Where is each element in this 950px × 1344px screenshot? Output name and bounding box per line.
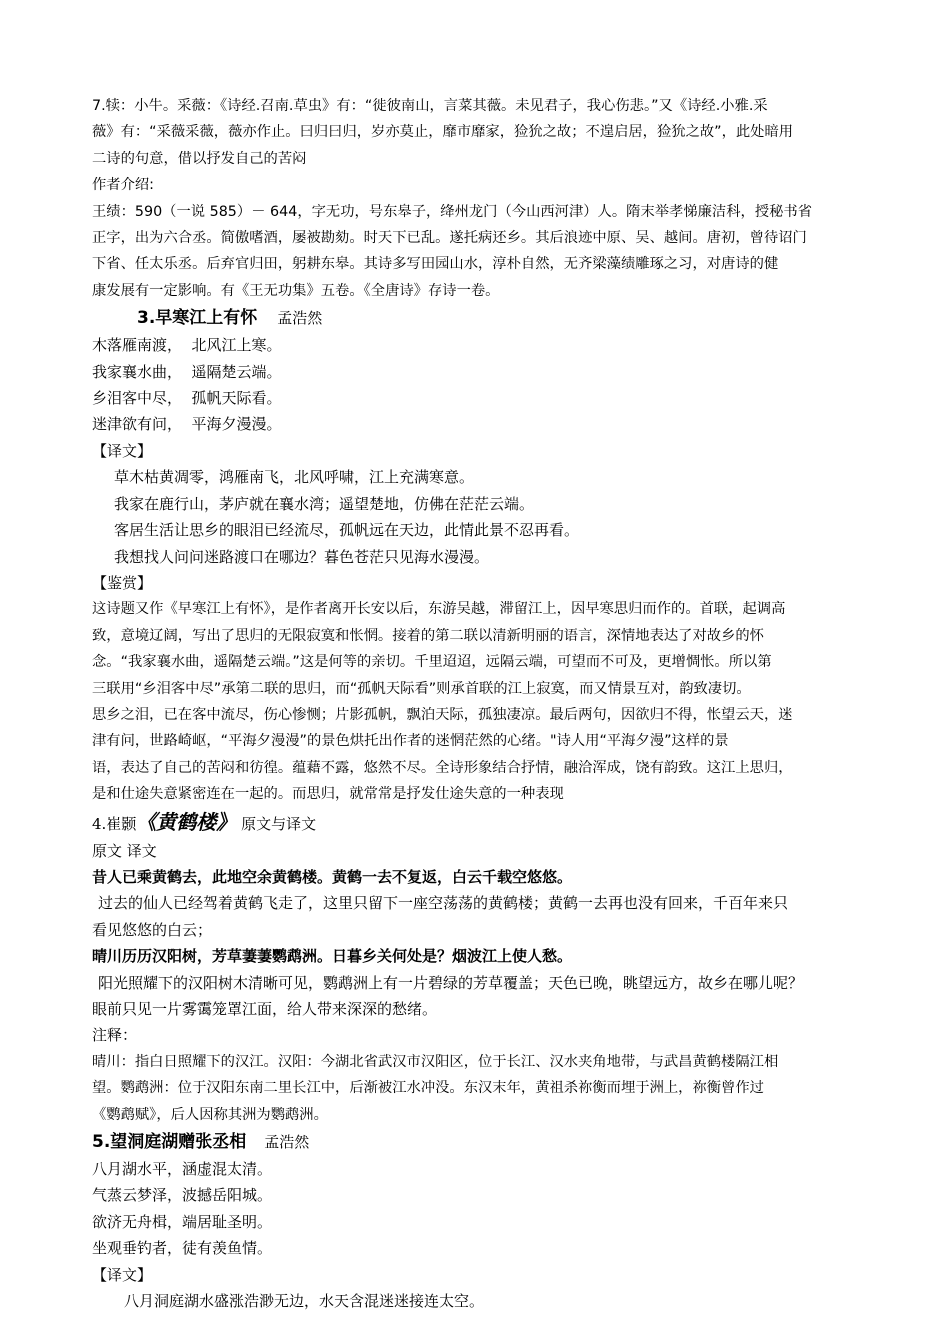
note7-line: 7.犊：小牛。采薇：《诗经.召南.草虫》有：“徙彼南山，言菜其薇。未见君子，我心伤悲。”又《诗经.小雅.采: [92, 98, 768, 114]
poem5-title: 5.望洞庭湖赠张丞相: [92, 1132, 247, 1153]
poem5-translation-line: 八月洞庭湖水盛涨浩渺无边，水天含混迷迷接连太空。: [124, 1292, 485, 1311]
poem5-author: 孟浩然: [264, 1133, 310, 1152]
poem3-line: 木落雁南渡， 北风江上寒。: [92, 336, 282, 355]
poem5-line: 坐观垂钓者，徒有羡鱼情。: [92, 1239, 273, 1258]
poem3-translation-line: 我家在鹿行山，茅庐就在襄水湾；遥望楚地，仿佛在茫茫云端。: [114, 494, 535, 513]
document-page: [92, 93, 870, 1314]
poem4-original-line: 晴川历历汉阳树，芳草萋萋鹦鹉洲。日暮乡关何处是？烟波江上使人愁。: [92, 947, 573, 966]
poem4-translation-line: 看见悠悠的白云；: [92, 920, 213, 939]
poem3-appreciation-line: 三联用“乡泪客中尽”承第二联的思归，而“孤帆天际看”则承首联的江上寂寞，而又情景互对，韵致凄切。: [92, 680, 751, 697]
poem3-line: 迷津欲有问， 平海夕漫漫。: [92, 415, 282, 434]
note7-line: 薇》有：“采薇采薇，薇亦作止。曰归曰归，岁亦莫止，靡市靡家，猃狁之故；不遑启居，猃狁之故”，此处暗用: [92, 124, 794, 141]
author-intro-line: 下省、任太乐丞。后弃官归田，躬耕东皋。其诗多写田园山水，淳朴自然，无齐梁藻绩雕琢之习，对唐诗的健: [92, 256, 779, 273]
poem3-appreciation-label: 【鉴赏】: [92, 573, 153, 592]
poem4-translation-line: 眼前只见一片雾霭笼罩江面，给人带来深深的愁绪。: [92, 1000, 438, 1018]
poem4-heading: [92, 808, 870, 838]
poem3-appreciation-line: 这诗题又作《早寒江上有怀》，是作者离开长安以后，东游吴越，滞留江上，因早寒思归而作的。首联，起调高: [92, 601, 786, 618]
poem3-appreciation-line: 思乡之泪，已在客中流尽，伤心惨恻；片影孤帆，飘泊天际，孤独凄凉。最后两句，因欲归不得，怅望云天，迷: [92, 706, 793, 723]
author-intro-line: 王绩：590（一说 585）－ 644，字无功，号东皋子，绛州龙门（今山西河津）人。隋末举孝悌廉洁科，授秘书省: [92, 203, 813, 220]
poem3-translation-line: 草木枯黄凋零，鸿雁南飞，北风呼啸，江上充满寒意。: [114, 468, 475, 487]
poem3-appreciation-line: 津有问，世路崎岖，“平海夕漫漫”的景色烘托出作者的迷惘茫然的心绪。"诗人用“平海夕漫”这样的景: [92, 733, 729, 750]
poem4-notes-line: 《鹦鹉赋》，后人因称其洲为鹦鹉洲。: [92, 1106, 328, 1123]
poem5-line: 欲济无舟楫，端居耻圣明。: [92, 1212, 273, 1231]
poem3-line: 我家襄水曲， 遥隔楚云端。: [92, 362, 282, 381]
poem3-appreciation-line: 是和仕途失意紧密连在一起的。而思归，就常常是抒发仕途失意的一种表现: [92, 786, 564, 803]
note7-line: 二诗的句意，借以抒发自己的苦闷: [92, 150, 307, 167]
poem4-sub-label: 原文 译文: [92, 841, 157, 860]
poem4-notes-line: 晴川：指白日照耀下的汉江。汉阳：今湖北省武汉市汉阳区，位于长江、汉水夹角地带，与武昌黄鹤楼隔江相: [92, 1053, 779, 1070]
poem3-title: 3.早寒江上有怀: [137, 308, 258, 329]
poem3-translation-line: 我想找人问问迷路渡口在哪边？暮色苍茫只见海水漫漫。: [114, 547, 490, 566]
poem3-heading: [92, 304, 870, 332]
poem4-translation-line: 过去的仙人已经驾着黄鹤飞走了，这里只留下一座空荡荡的黄鹤楼；黄鹤一去再也没有回来，千百年来只: [98, 894, 789, 913]
poem3-author: 孟浩然: [277, 309, 323, 328]
poem4-title: 《黄鹤楼》: [136, 809, 237, 834]
poem4-suffix: 原文与译文: [241, 814, 317, 833]
poem5-translation-label: 【译文】: [92, 1265, 153, 1284]
poem5-line: 气蒸云梦泽，波撼岳阳城。: [92, 1186, 273, 1205]
poem3-appreciation-line: 语，表达了自己的苦闷和彷徨。蕴藉不露，悠然不尽。全诗形象结合抒情，融洽浑成，饶有韵致。这江上思归，: [92, 759, 793, 776]
poem3-translation-line: 客居生活让思乡的眼泪已经流尽，孤帆远在天边，此情此景不忍再看。: [114, 521, 580, 540]
poem4-original-line: 昔人已乘黄鹤去，此地空余黄鹤楼。黄鹤一去不复返，白云千载空悠悠。: [92, 867, 573, 886]
poem5-line: 八月湖水平，涵虚混太清。: [92, 1160, 273, 1179]
author-intro-label: 作者介绍:: [92, 177, 155, 194]
poem5-heading: [92, 1128, 870, 1156]
poem4-prefix: 4.崔颢: [92, 814, 137, 833]
poem3-appreciation-line: 念。“我家襄水曲，遥隔楚云端。”这是何等的亲切。千里迢迢，远隔云端，可望而不可及，更增惆怅。所以第: [92, 654, 772, 671]
poem4-translation-line: 阳光照耀下的汉阳树木清晰可见，鹦鹉洲上有一片碧绿的芳草覆盖；天色已晚，眺望远方，故乡在哪儿呢？: [98, 973, 804, 992]
poem3-line: 乡泪客中尽， 孤帆天际看。: [92, 389, 282, 408]
poem3-translation-label: 【译文】: [92, 441, 153, 460]
author-intro-line: 正字，出为六合丞。简傲嗜酒，屡被勘劾。时天下已乱。遂托病还乡。其后浪迹中原、吴、越间。唐初，曾待诏门: [92, 230, 807, 247]
author-intro-line: 康发展有一定影响。有《王无功集》五卷。《全唐诗》存诗一卷。: [92, 282, 500, 299]
poem4-notes-label: 注释：: [92, 1026, 138, 1045]
poem4-notes-line: 望。鹦鹉洲：位于汉阳东南二里长江中，后渐被江水冲没。东汉末年，黄祖杀祢衡而埋于洲上，祢衡曾作过: [92, 1080, 764, 1097]
poem3-appreciation-line: 致，意境辽阔，写出了思归的无限寂寞和怅惘。接着的第二联以清新明丽的语言，深情地表达了对故乡的怀: [92, 627, 764, 644]
